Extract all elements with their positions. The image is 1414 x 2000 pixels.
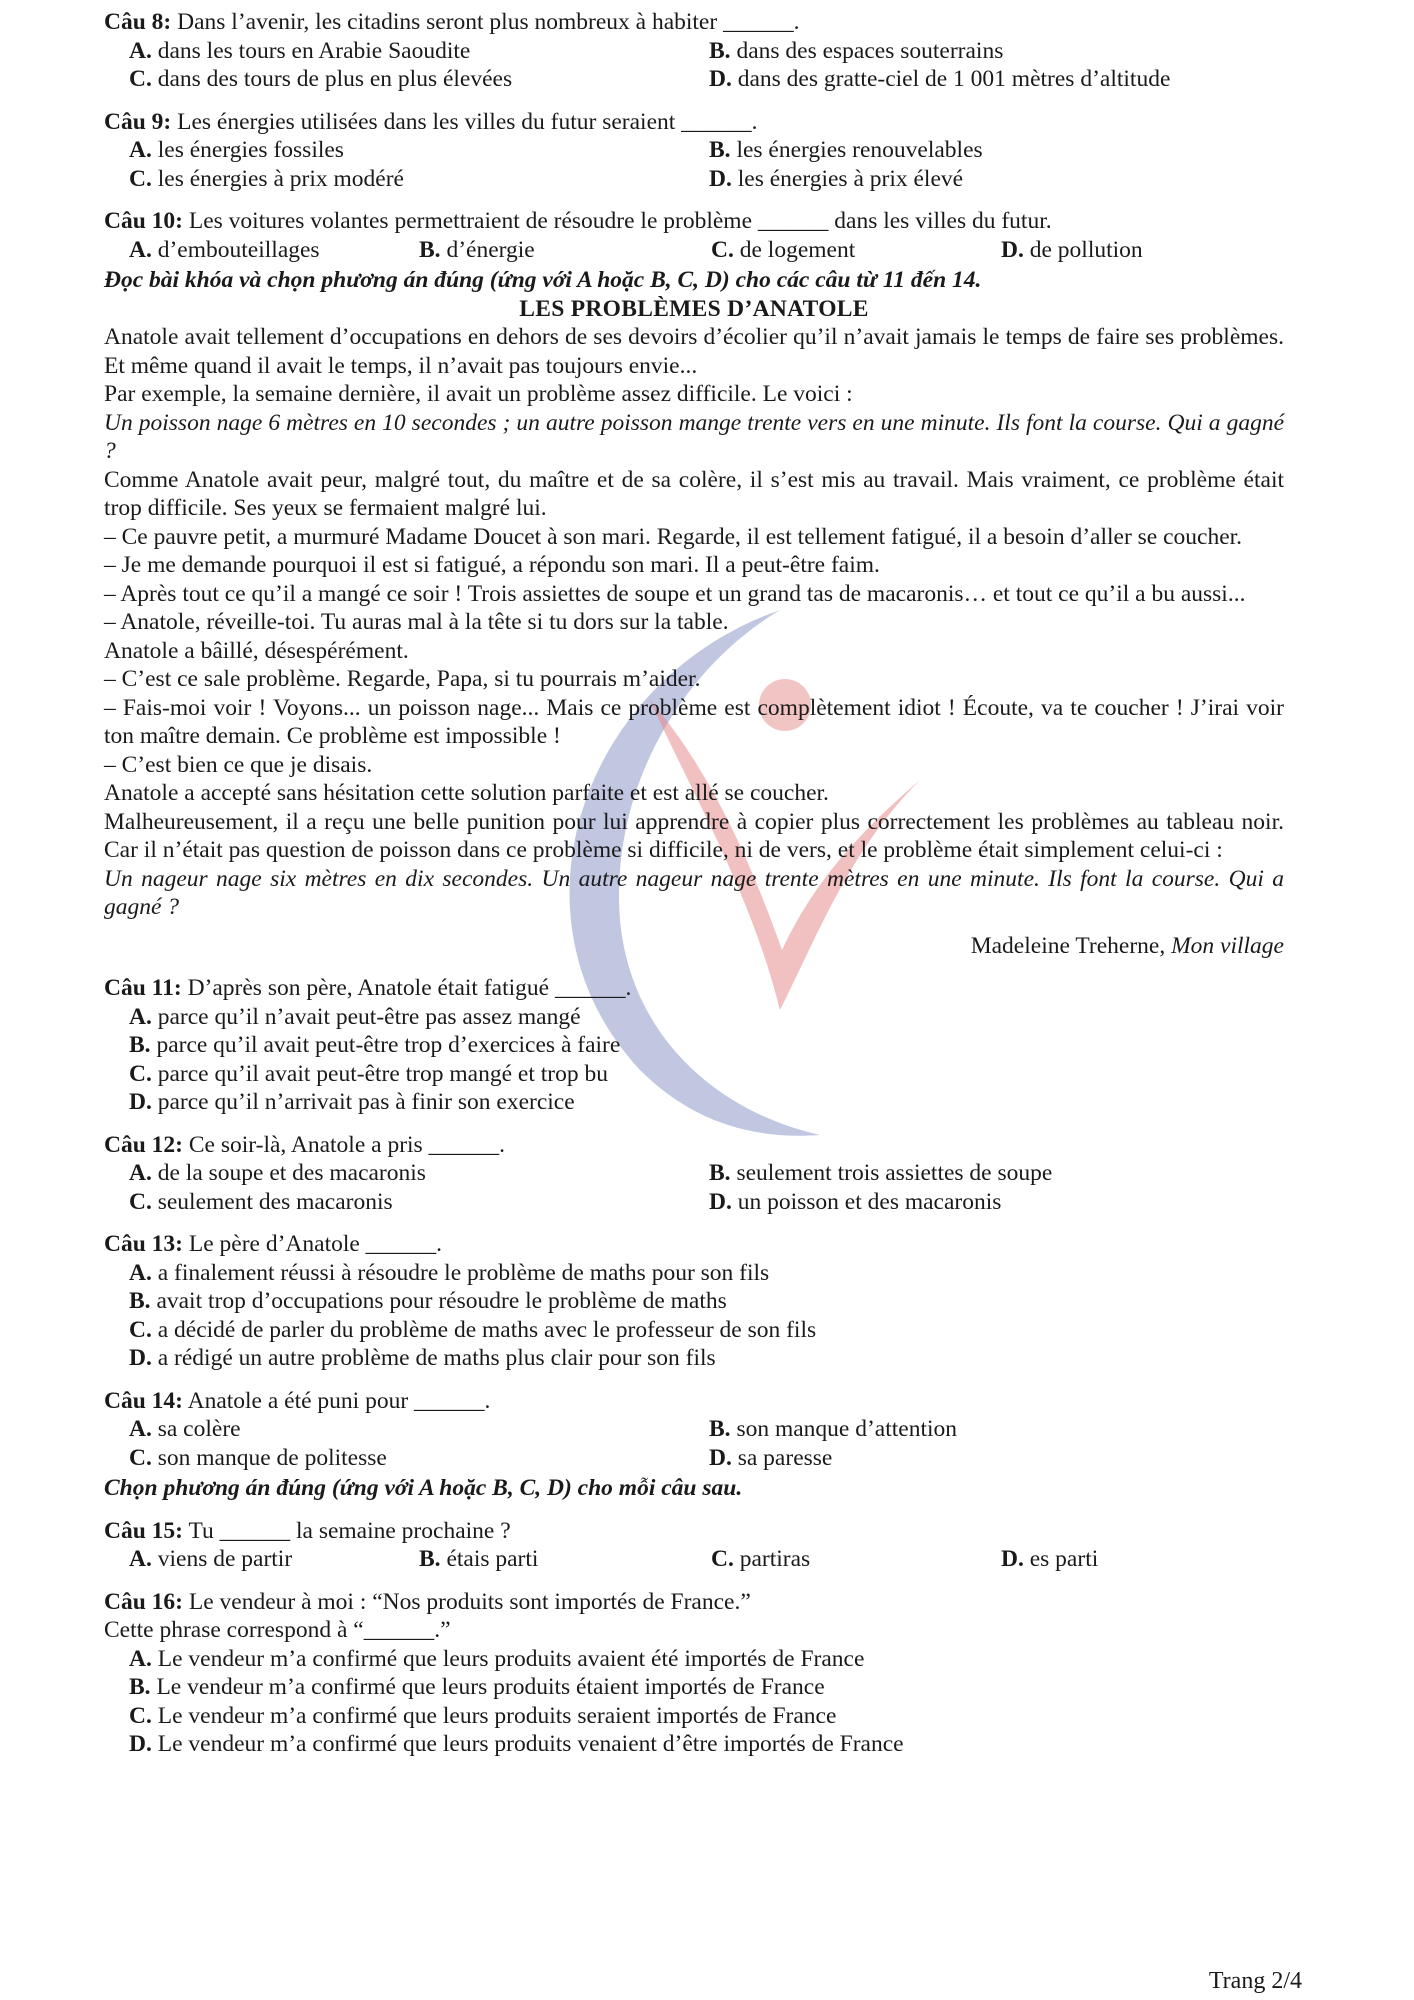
option-c: C. Le vendeur m’a confirmé que leurs produits seraient importés de France [129, 1702, 837, 1729]
passage-title: LES PROBLÈMES D’ANATOLE [519, 295, 869, 322]
option-c: C. son manque de politesse [129, 1444, 387, 1471]
option-a: A. de la soupe et des macaronis [129, 1160, 426, 1186]
question-label: Câu 14: [104, 1387, 183, 1414]
option-d: D. sa paresse [709, 1444, 833, 1471]
question-stem-2: Cette phrase correspond à “______.” [104, 1617, 451, 1643]
question-stem: Anatole a été puni pour ______. [187, 1387, 491, 1414]
question-stem: Le vendeur à moi : “Nos produits sont importés de France.” [188, 1588, 751, 1615]
option-b: B. seulement trois assiettes de soupe [709, 1160, 1053, 1186]
exam-content [104, 8, 1284, 1759]
question-label: Câu 15: [104, 1517, 183, 1544]
option-b: B. Le vendeur m’a confirmé que leurs produits étaient importés de France [129, 1674, 825, 1700]
question-11 [104, 974, 1284, 1117]
option-a: A. dans les tours en Arabie Saoudite [129, 37, 471, 64]
passage-paragraph: Par exemple, la semaine dernière, il avait un problème assez difficile. Le voici : [104, 381, 853, 407]
passage-source [104, 932, 1284, 961]
option-b: B. les énergies renouvelables [709, 137, 983, 163]
passage-dialogue: – C’est ce sale problème. Regarde, Papa, si tu pourrais m’aider. [104, 666, 701, 692]
question-stem: D’après son père, Anatole était fatigué ______. [187, 975, 632, 1001]
question-stem: Dans l’avenir, les citadins seront plus nombreux à habiter ______. [177, 9, 800, 35]
question-label: Câu 8: [104, 9, 172, 35]
question-stem: Le père d’Anatole ______. [188, 1231, 443, 1257]
author-name: Madeleine Treherne, [970, 932, 1166, 959]
option-b: B. parce qu’il avait peut-être trop d’exercices à faire [129, 1032, 621, 1058]
question-14 [104, 1387, 1284, 1473]
instruction-reading: Đọc bài khóa và chọn phương án đúng (ứng với A hoặc B, C, D) cho các câu từ 11 đến 14. [104, 267, 982, 293]
question-label: Câu 11: [104, 975, 182, 1001]
option-b: B. avait trop d’occupations pour résoudre le problème de maths [129, 1288, 727, 1314]
passage-paragraph: Malheureusement, il a reçu une belle punition pour lui apprendre à copier plus correctement les problèmes au tableau noir. Car il n’était pas question de poisson dans ce problème si difficile, ni de vers, et le problème était simplement celui-ci : [104, 808, 1284, 863]
question-label: Câu 13: [104, 1231, 183, 1257]
option-b: B. dans des espaces souterrains [709, 37, 1004, 64]
option-b: B. d’énergie [419, 236, 535, 263]
option-c: C. dans des tours de plus en plus élevées [129, 66, 513, 92]
question-12 [104, 1131, 1284, 1217]
option-c: C. a décidé de parler du problème de maths avec le professeur de son fils [129, 1316, 817, 1343]
option-b: B. son manque d’attention [709, 1416, 958, 1442]
question-label: Câu 10: [104, 208, 183, 234]
question-16 [104, 1588, 1284, 1759]
passage-dialogue: – Après tout ce qu’il a mangé ce soir ! Trois assiettes de soupe et un grand tas de macaronis… et tout ce qu’il a bu aussi... [104, 580, 1246, 607]
passage-paragraph: Anatole a bâillé, désespérément. [104, 637, 409, 664]
option-d: D. de pollution [1001, 236, 1143, 263]
option-d: D. parce qu’il n’arrivait pas à finir son exercice [129, 1089, 575, 1115]
option-b: B. étais parti [419, 1546, 539, 1572]
option-d: D. les énergies à prix élevé [709, 165, 964, 192]
option-a: A. Le vendeur m’a confirmé que leurs produits avaient été importés de France [129, 1645, 865, 1672]
passage-paragraph: Anatole avait tellement d’occupations en dehors de ses devoirs d’écolier qu’il n’avait jamais le temps de faire ses problèmes. Et même quand il avait le temps, il n’avait pas toujours envie... [104, 324, 1284, 379]
reading-passage [104, 295, 1284, 961]
option-c: C. seulement des macaronis [129, 1188, 393, 1215]
option-c: C. les énergies à prix modéré [129, 165, 404, 192]
option-d: D. a rédigé un autre problème de maths plus clair pour son fils [129, 1345, 716, 1371]
question-label: Câu 16: [104, 1588, 183, 1615]
passage-dialogue: – Ce pauvre petit, a murmuré Madame Doucet à son mari. Regarde, il est tellement fatigué, il a besoin d’aller se coucher. [104, 523, 1243, 550]
question-stem: Les énergies utilisées dans les villes du futur seraient ______. [177, 108, 758, 135]
passage-problem-correct: Un nageur nage six mètres en dix secondes. Un autre nageur nage trente mètres en une minute. Ils font la course. Qui a gagné ? [104, 865, 1284, 920]
option-a: A. sa colère [129, 1416, 241, 1442]
instruction-grammar: Chọn phương án đúng (ứng với A hoặc B, C, D) cho mỗi câu sau. [104, 1475, 743, 1501]
page-number: Trang 2/4 [1208, 1968, 1302, 1994]
option-a: A. d’embouteillages [129, 236, 320, 263]
option-d: D. dans des gratte-ciel de 1 001 mètres d’altitude [709, 66, 1171, 92]
question-15 [104, 1517, 1284, 1574]
option-a: A. viens de partir [129, 1546, 293, 1572]
option-d: D. es parti [1001, 1546, 1099, 1572]
option-c: C. parce qu’il avait peut-être trop mangé et trop bu [129, 1060, 608, 1087]
question-stem: Tu ______ la semaine prochaine ? [188, 1517, 511, 1544]
question-label: Câu 9: [104, 108, 172, 135]
work-title: Mon village [1171, 932, 1284, 959]
option-a: A. parce qu’il n’avait peut-être pas assez mangé [129, 1003, 581, 1030]
question-13 [104, 1230, 1284, 1373]
question-stem: Ce soir-là, Anatole a pris ______. [188, 1131, 505, 1158]
passage-dialogue: – C’est bien ce que je disais. [104, 751, 373, 778]
option-d: D. un poisson et des macaronis [709, 1188, 1002, 1215]
option-c: C. de logement [711, 236, 856, 263]
passage-paragraph: Comme Anatole avait peur, malgré tout, du maître et de sa colère, il s’est mis au travail. Mais vraiment, ce problème était trop difficile. Ses yeux se fermaient malgré lui. [104, 466, 1284, 521]
option-d: D. Le vendeur m’a confirmé que leurs produits venaient d’être importés de France [129, 1731, 904, 1757]
passage-dialogue: – Anatole, réveille-toi. Tu auras mal à la tête si tu dors sur la table. [104, 609, 729, 635]
passage-problem-wrong: Un poisson nage 6 mètres en 10 secondes ; un autre poisson mange trente vers en une minute. Ils font la course. Qui a gagné ? [104, 409, 1284, 464]
question-8 [104, 8, 1284, 94]
question-10 [104, 207, 1284, 264]
option-c: C. partiras [711, 1546, 811, 1572]
option-a: A. a finalement réussi à résoudre le problème de maths pour son fils [129, 1259, 770, 1286]
option-a: A. les énergies fossiles [129, 137, 344, 163]
passage-paragraph: Anatole a accepté sans hésitation cette solution parfaite et est allé se coucher. [104, 780, 829, 806]
question-label: Câu 12: [104, 1131, 183, 1158]
question-9 [104, 108, 1284, 194]
question-stem: Les voitures volantes permettraient de résoudre le problème ______ dans les villes du futur. [188, 208, 1052, 234]
passage-dialogue: – Je me demande pourquoi il est si fatigué, a répondu son mari. Il a peut-être faim. [104, 552, 880, 578]
passage-dialogue: – Fais-moi voir ! Voyons... un poisson nage... Mais ce problème est complètement idiot ! Écoute, va te coucher ! J’irai voir ton maître demain. Ce problème est impossible ! [104, 694, 1284, 749]
